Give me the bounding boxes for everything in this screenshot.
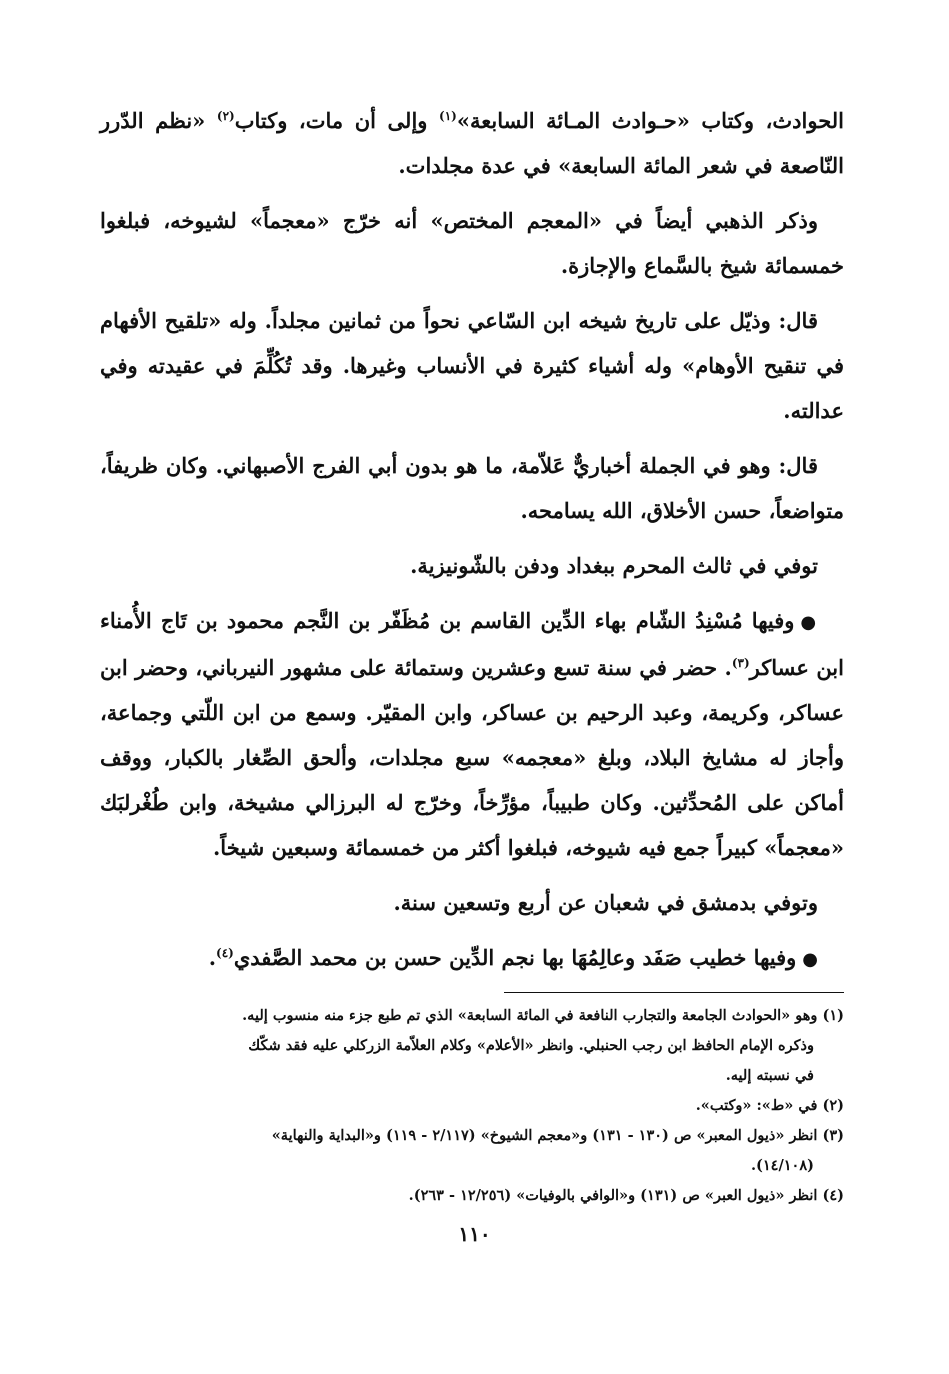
footnote-ref-3[interactable]: (٣) [731, 656, 750, 670]
footnote-1-line-3: في نسبته إليه. [725, 1067, 814, 1084]
footnote-3: (٣) انظر «ذيول المعبر» ص (١٣٠ - ١٣١) و«معجم الشيوخ» (٢/١١٧ - ١١٩) و«البداية والنهاية» [271, 1127, 844, 1144]
entry-paragraph-1: ●وفيها مُسْنِدُ الشّام بهاء الدِّين القاسم بن مُظَفّر بن النَّجم محمود بن تَاج الأُمناء ابن عساكر$^{(٣)}$. حضر في سنة تسع وعشرين وستمائة على مشهور النيرباني، وحضر ابن عساكر، وكريمة، وعبد الرحيم بن عساكر، وابن المقيّر. وسمع من ابن اللّتي وجماعة، وأجاز له مشايخ البلاد، وبلغ «معجمه» سبع مجلدات، وألحق الصِّغار بالكبار، ووقف أماكن على المُحدِّثين. وكان طبيباً، مؤرِّخاً، وخرّج له البرزالي مشيخة، وابن طُغْرلبَك «معجماً» كبيراً جمع فيه شيوخه، فبلغوا أكثر من خمسمائة وسبعين شيخاً. [100, 608, 844, 860]
paragraph-7: وتوفي بدمشق في شعبان عن أربع وتسعين سنة. [393, 890, 818, 915]
page-number: ١١٠ [458, 1222, 491, 1246]
main-text [100, 98, 844, 982]
footnote-ref-1[interactable]: (١) [439, 109, 457, 123]
footnote-2: (٢) في «ط»: «وكتب». [695, 1097, 844, 1114]
bullet-icon: ● [802, 949, 818, 970]
paragraph-2: وذكر الذهبي أيضاً في «المعجم المختص» أنه خرّج «معجماً» لشيوخه، فبلغوا خمسمائة شيخ بالسَّماع والإجازة. [100, 208, 844, 278]
footnote-4: (٤) انظر «ذيول العبر» ص (١٣١) و«الوافي بالوفيات» (١٢/٢٥٦ - ٢٦٣). [408, 1187, 844, 1204]
paragraph-4: قال: وهو في الجملة أخباريٌّ عَلاّمة، ما هو بدون أبي الفرج الأصبهاني. وكان ظريفاً، متواضعاً، حسن الأخلاق، الله يسامحه. [100, 453, 844, 523]
footnote-ref-4[interactable]: (٤) [216, 946, 234, 960]
footnote-ref-2[interactable]: (٢) [216, 109, 235, 123]
paragraph-1: الحوادث، وكتاب «حـوادث المـائة السابعة»$^{(١)}$ وإلى أن مات، وكتاب$^{(٢)}$ «نظم الدّرر النّاصعة في شعر المائة السابعة» في عدة مجلدات. [100, 108, 844, 178]
footnote-separator [504, 992, 844, 993]
bullet-icon: ● [800, 612, 818, 633]
entry-paragraph-2: ●وفيها خطيب صَفَد وعالِمُهَا بها نجم الدِّين حسن بن محمد الصَّفدي$^{(٤)}$. [208, 945, 818, 970]
paragraph-5: توفي في ثالث المحرم ببغداد ودفن بالشّونيزية. [410, 553, 818, 578]
footnote-1-line-2: وذكره الإمام الحافظ ابن رجب الحنبلي. وانظر «الأعلام» وكلام العلاّمة الزركلي عليه فقد شكّك [248, 1037, 814, 1054]
footnote-3-line-2: (١٤/١٠٨). [750, 1157, 814, 1174]
paragraph-3: قال: وذيّل على تاريخ شيخه ابن السّاعي نحواً من ثمانين مجلداً. وله «تلقيح الأفهام في تنقيح الأوهام» وله أشياء كثيرة في الأنساب وغيرها. وقد تُكُلِّمَ في عقيدته وفي عدالته. [100, 308, 844, 423]
footnotes [100, 1001, 844, 1211]
page [100, 98, 844, 1328]
footnote-1: (١) وهو «الحوادث الجامعة والتجارب النافعة في المائة السابعة» الذي تم طبع جزء منه منسوب إليه. [242, 1007, 844, 1024]
